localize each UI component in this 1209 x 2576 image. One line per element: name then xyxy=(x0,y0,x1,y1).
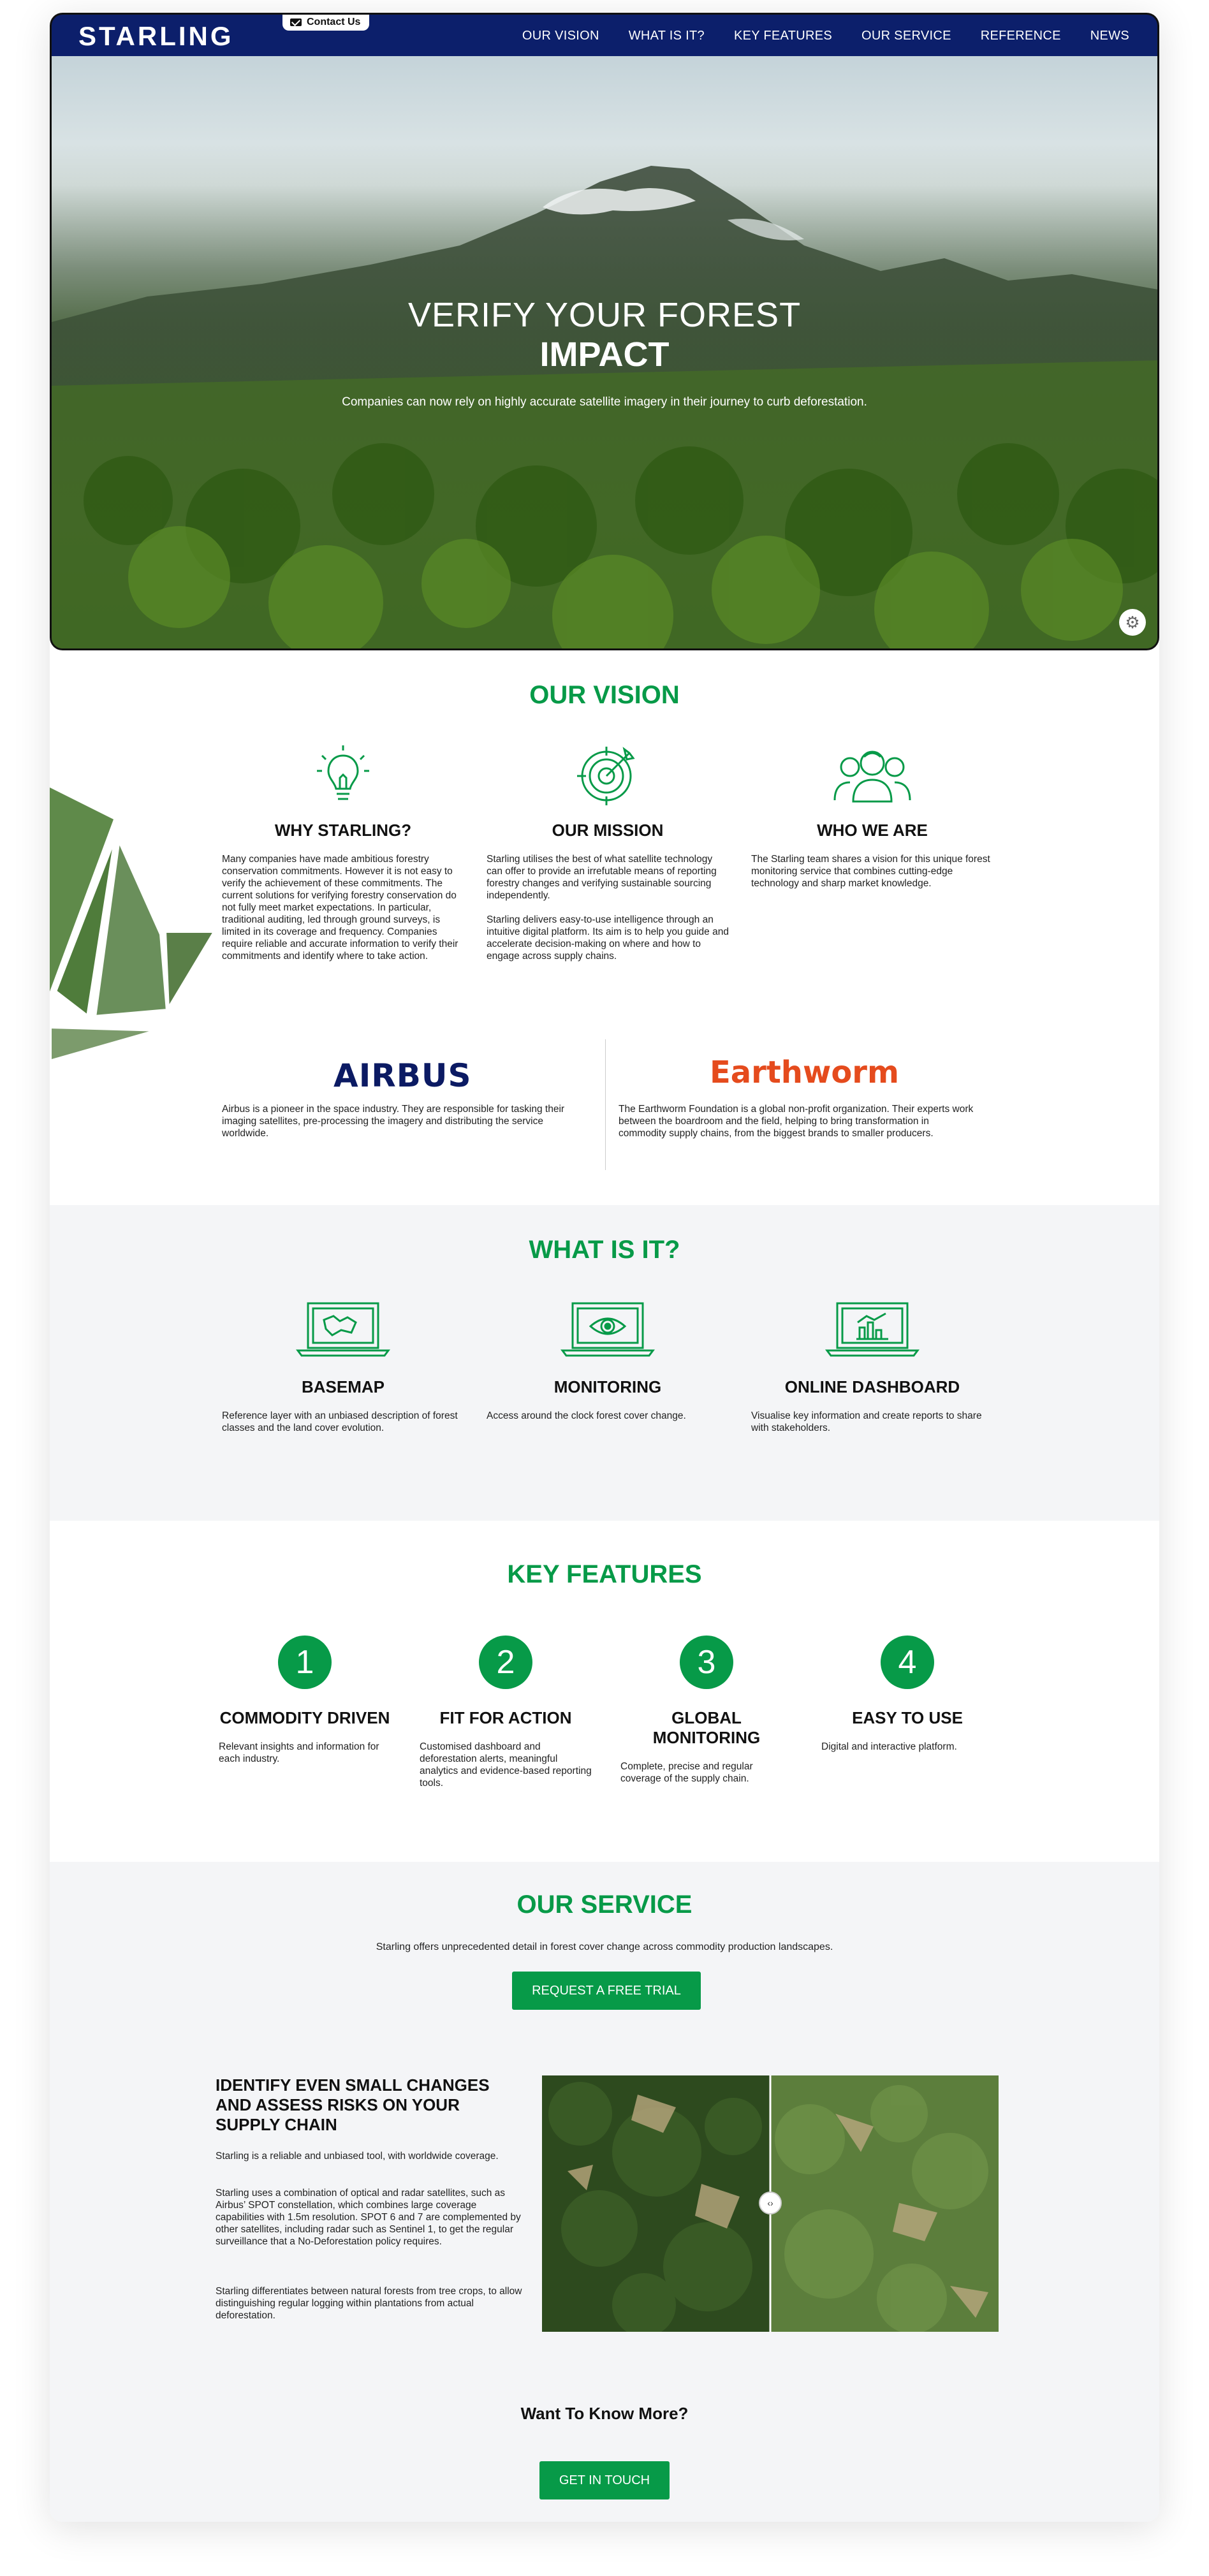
feature-text: Customised dashboard and deforestation alerts, meaningful analytics and evidence-based reporting tools. xyxy=(420,1741,592,1789)
feature-number-badge: 2 xyxy=(479,1636,532,1689)
feature-heading: COMMODITY DRIVEN xyxy=(219,1708,390,1727)
section-title: KEY FEATURES xyxy=(507,1560,702,1588)
before-after-image-compare[interactable] xyxy=(542,2075,999,2332)
service-text-2: Starling uses a combination of optical and radar satellites, such as Airbus’ SPOT constellation, which combines large coverage capabilities with 1.5m resolution. SPOT 6 and 7 are complemented by other satellites, including radar such as Sentinel 1, to get the regular surveillance that a No-Deforestation policy requires. xyxy=(216,2188,521,2247)
what-column-basemap xyxy=(222,1301,464,1434)
feature-number-badge: 1 xyxy=(278,1636,332,1689)
service-text-1: Starling is a reliable and unbiased tool, with worldwide coverage. xyxy=(216,2151,499,2162)
top-nav xyxy=(50,13,1159,56)
vision-column-who xyxy=(751,743,993,889)
section-title: OUR SERVICE xyxy=(517,1891,692,1919)
service-subtitle: Starling offers unprecedented detail in forest cover change across commodity production landscapes. xyxy=(376,1942,833,1952)
feature-number-badge: 3 xyxy=(680,1636,733,1689)
laptop-map-icon xyxy=(222,1301,464,1371)
key-features-section xyxy=(50,1521,1159,1862)
feature-number-badge: 4 xyxy=(881,1636,934,1689)
feature-commodity xyxy=(219,1636,391,1765)
nav-reference[interactable]: REFERENCE xyxy=(980,29,1061,43)
request-free-trial-button[interactable]: REQUEST A FREE TRIAL xyxy=(512,1972,701,2010)
target-icon xyxy=(487,743,729,813)
vision-column-why xyxy=(222,743,464,962)
want-to-know-more: Want To Know More? xyxy=(520,2404,689,2423)
earthworm-logo: Earthworm xyxy=(710,1055,899,1090)
what-column-dashboard xyxy=(751,1301,993,1434)
why-starling-text: Many companies have made ambitious forestry conservation commitments. However it is not easy to verify the achievement of these commitments. The current solutions for verifying forestry conservation do not fully meet market expectations. In particular, traditional auditing, led through ground surveys, is limited in its coverage and frequency. Companies require reliable and accurate information to verify their commitments and identify where to take action. xyxy=(222,854,458,962)
our-mission-text-1: Starling utilises the best of what satellite technology can offer to provide an irrefutable means of reporting forestry changes and verifying sustainable sourcing independently. xyxy=(487,854,717,901)
logo[interactable]: STARLING xyxy=(78,21,234,51)
monitoring-text: Access around the clock forest cover change. xyxy=(487,1410,686,1421)
laptop-eye-icon xyxy=(487,1301,729,1371)
hero-subtitle: Companies can now rely on highly accurate satellite imagery in their journey to curb deforestation. xyxy=(342,395,867,409)
basemap-heading: BASEMAP xyxy=(301,1377,385,1396)
airbus-description: Airbus is a pioneer in the space industry. They are responsible for tasking their imaging satellites, pre-processing the imagery and distributing the service worldwide. xyxy=(222,1104,565,1139)
feature-fit-for-action xyxy=(420,1636,592,1789)
vision-column-mission xyxy=(487,743,729,962)
nav-links xyxy=(522,29,1129,43)
gear-icon[interactable]: ⚙ xyxy=(1119,609,1146,636)
earthworm-description: The Earthworm Foundation is a global non-profit organization. Their experts work between the boardroom and the field, helping to bring transformation in commodity supply chains, from the biggest brands to smaller producers. xyxy=(619,1104,974,1139)
feature-heading: EASY TO USE xyxy=(852,1708,963,1727)
get-in-touch-button[interactable]: GET IN TOUCH xyxy=(539,2461,670,2499)
our-mission-heading: OUR MISSION xyxy=(552,821,664,840)
who-we-are-text: The Starling team shares a vision for this unique forest monitoring service that combines cutting-edge technology and sharp market knowledge. xyxy=(751,854,990,889)
feature-text: Relevant insights and information for each industry. xyxy=(219,1741,379,1764)
hero-banner xyxy=(50,54,1159,650)
contact-us-tab[interactable] xyxy=(282,15,369,31)
monitoring-heading: MONITORING xyxy=(553,1377,662,1396)
laptop-chart-icon xyxy=(751,1301,993,1371)
what-is-it-section xyxy=(50,1205,1159,1521)
nav-our-vision[interactable]: OUR VISION xyxy=(522,29,599,43)
nav-news[interactable]: NEWS xyxy=(1090,29,1129,43)
team-icon xyxy=(751,743,993,813)
partners-divider xyxy=(605,1039,606,1170)
our-service-section xyxy=(50,1862,1159,2522)
dashboard-text: Visualise key information and create reports to share with stakeholders. xyxy=(751,1410,982,1433)
section-title: OUR VISION xyxy=(529,681,680,709)
dashboard-heading: ONLINE DASHBOARD xyxy=(784,1377,960,1396)
compare-slider-handle[interactable]: ‹› xyxy=(759,2192,782,2214)
feature-text: Digital and interactive platform. xyxy=(821,1741,957,1752)
nav-what-is-it[interactable]: WHAT IS IT? xyxy=(628,29,705,43)
who-we-are-heading: WHO WE ARE xyxy=(817,821,928,840)
basemap-text: Reference layer with an unbiased description of forest classes and the land cover evolution. xyxy=(222,1410,458,1433)
our-mission-text-2: Starling delivers easy-to-use intelligence through an intuitive digital platform. Its aim is to help you guide and accelerate decision-making on where and how to engage across supply chains. xyxy=(487,914,729,962)
service-heading: IDENTIFY EVEN SMALL CHANGES AND ASSESS RISKS ON YOUR SUPPLY CHAIN xyxy=(216,2075,490,2134)
section-title: WHAT IS IT? xyxy=(529,1236,680,1264)
lightbulb-icon xyxy=(222,743,464,813)
what-column-monitoring xyxy=(487,1301,729,1422)
decorative-photo-shapes xyxy=(50,787,216,1081)
feature-text: Complete, precise and regular coverage of the supply chain. xyxy=(620,1761,753,1784)
nav-key-features[interactable]: KEY FEATURES xyxy=(733,29,832,43)
feature-global-monitoring xyxy=(620,1636,793,1785)
feature-heading: FIT FOR ACTION xyxy=(439,1708,572,1727)
contact-label: Contact Us xyxy=(307,17,361,27)
feature-easy-to-use xyxy=(821,1636,993,1753)
why-starling-heading: WHY STARLING? xyxy=(274,821,412,840)
service-text-3: Starling differentiates between natural forests from tree crops, to allow distinguishing regular logging within plantations from actual deforestation. xyxy=(216,2286,522,2321)
hero-title-light: VERIFY YOUR FOREST xyxy=(407,296,802,334)
airbus-logo: AIRBUS xyxy=(333,1057,472,1094)
envelope-icon xyxy=(290,18,302,26)
our-vision-section xyxy=(50,650,1159,1205)
nav-our-service[interactable]: OUR SERVICE xyxy=(861,29,951,43)
feature-heading: GLOBAL MONITORING xyxy=(652,1708,761,1747)
hero-title-bold: IMPACT xyxy=(539,335,670,374)
